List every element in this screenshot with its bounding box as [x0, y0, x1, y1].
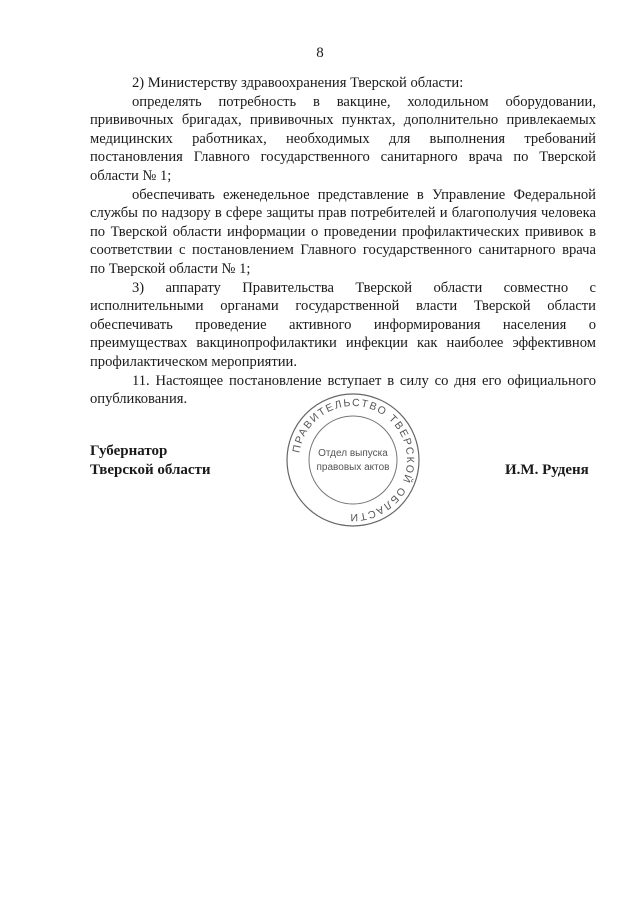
page-number: 8 — [316, 45, 324, 61]
stamp-inner-ring — [309, 416, 397, 504]
stamp-line2: правовых актов — [316, 462, 390, 473]
signatory-title-line2: Тверской области — [90, 462, 211, 478]
stamp-ring-text: ПРАВИТЕЛЬСТВО ТВЕРСКОЙ ОБЛАСТИ — [290, 396, 417, 524]
stamp-outer-ring — [287, 394, 419, 526]
paragraph-effective-date: 11. Настоящее постановление вступает в силу со дня его официального опубликования. — [90, 372, 596, 408]
signatory-title — [90, 442, 211, 480]
paragraph-government-apparatus: 3) аппарату Правительства Тверской области совместно с исполнительными органами государственной власти Тверской области обеспечивать проведение активного информирования населения о преимуществах вакцинопрофилактики инфекции как наиболее эффективном профилактическом мероприятии. — [90, 279, 596, 370]
document-body — [90, 74, 596, 409]
stamp-line1: Отдел выпуска — [318, 448, 388, 459]
official-stamp — [285, 392, 421, 528]
signatory-name: И.М. Руденя — [505, 462, 589, 478]
paragraph-ministry-heading: 2) Министерству здравоохранения Тверской области: — [132, 75, 464, 91]
paragraph-vaccine-needs: определять потребность в вакцине, холодильном оборудовании, прививочных бригадах, прививочных пунктах, дополнительно привлекаемых медицинских работниках, необходимых для выполнения требований постановления Главного государственного санитарного врача по Тверской области № 1; — [90, 93, 596, 184]
paragraph-weekly-report: обеспечивать еженедельное представление в Управление Федеральной службы по надзору в сфере защиты прав потребителей и благополучия человека по Тверской области информации о проведении профилактических прививок в соответствии с постановлением Главного государственного санитарного врача по Тверской области № 1; — [90, 186, 596, 277]
signatory-title-line1: Губернатор — [90, 443, 168, 459]
